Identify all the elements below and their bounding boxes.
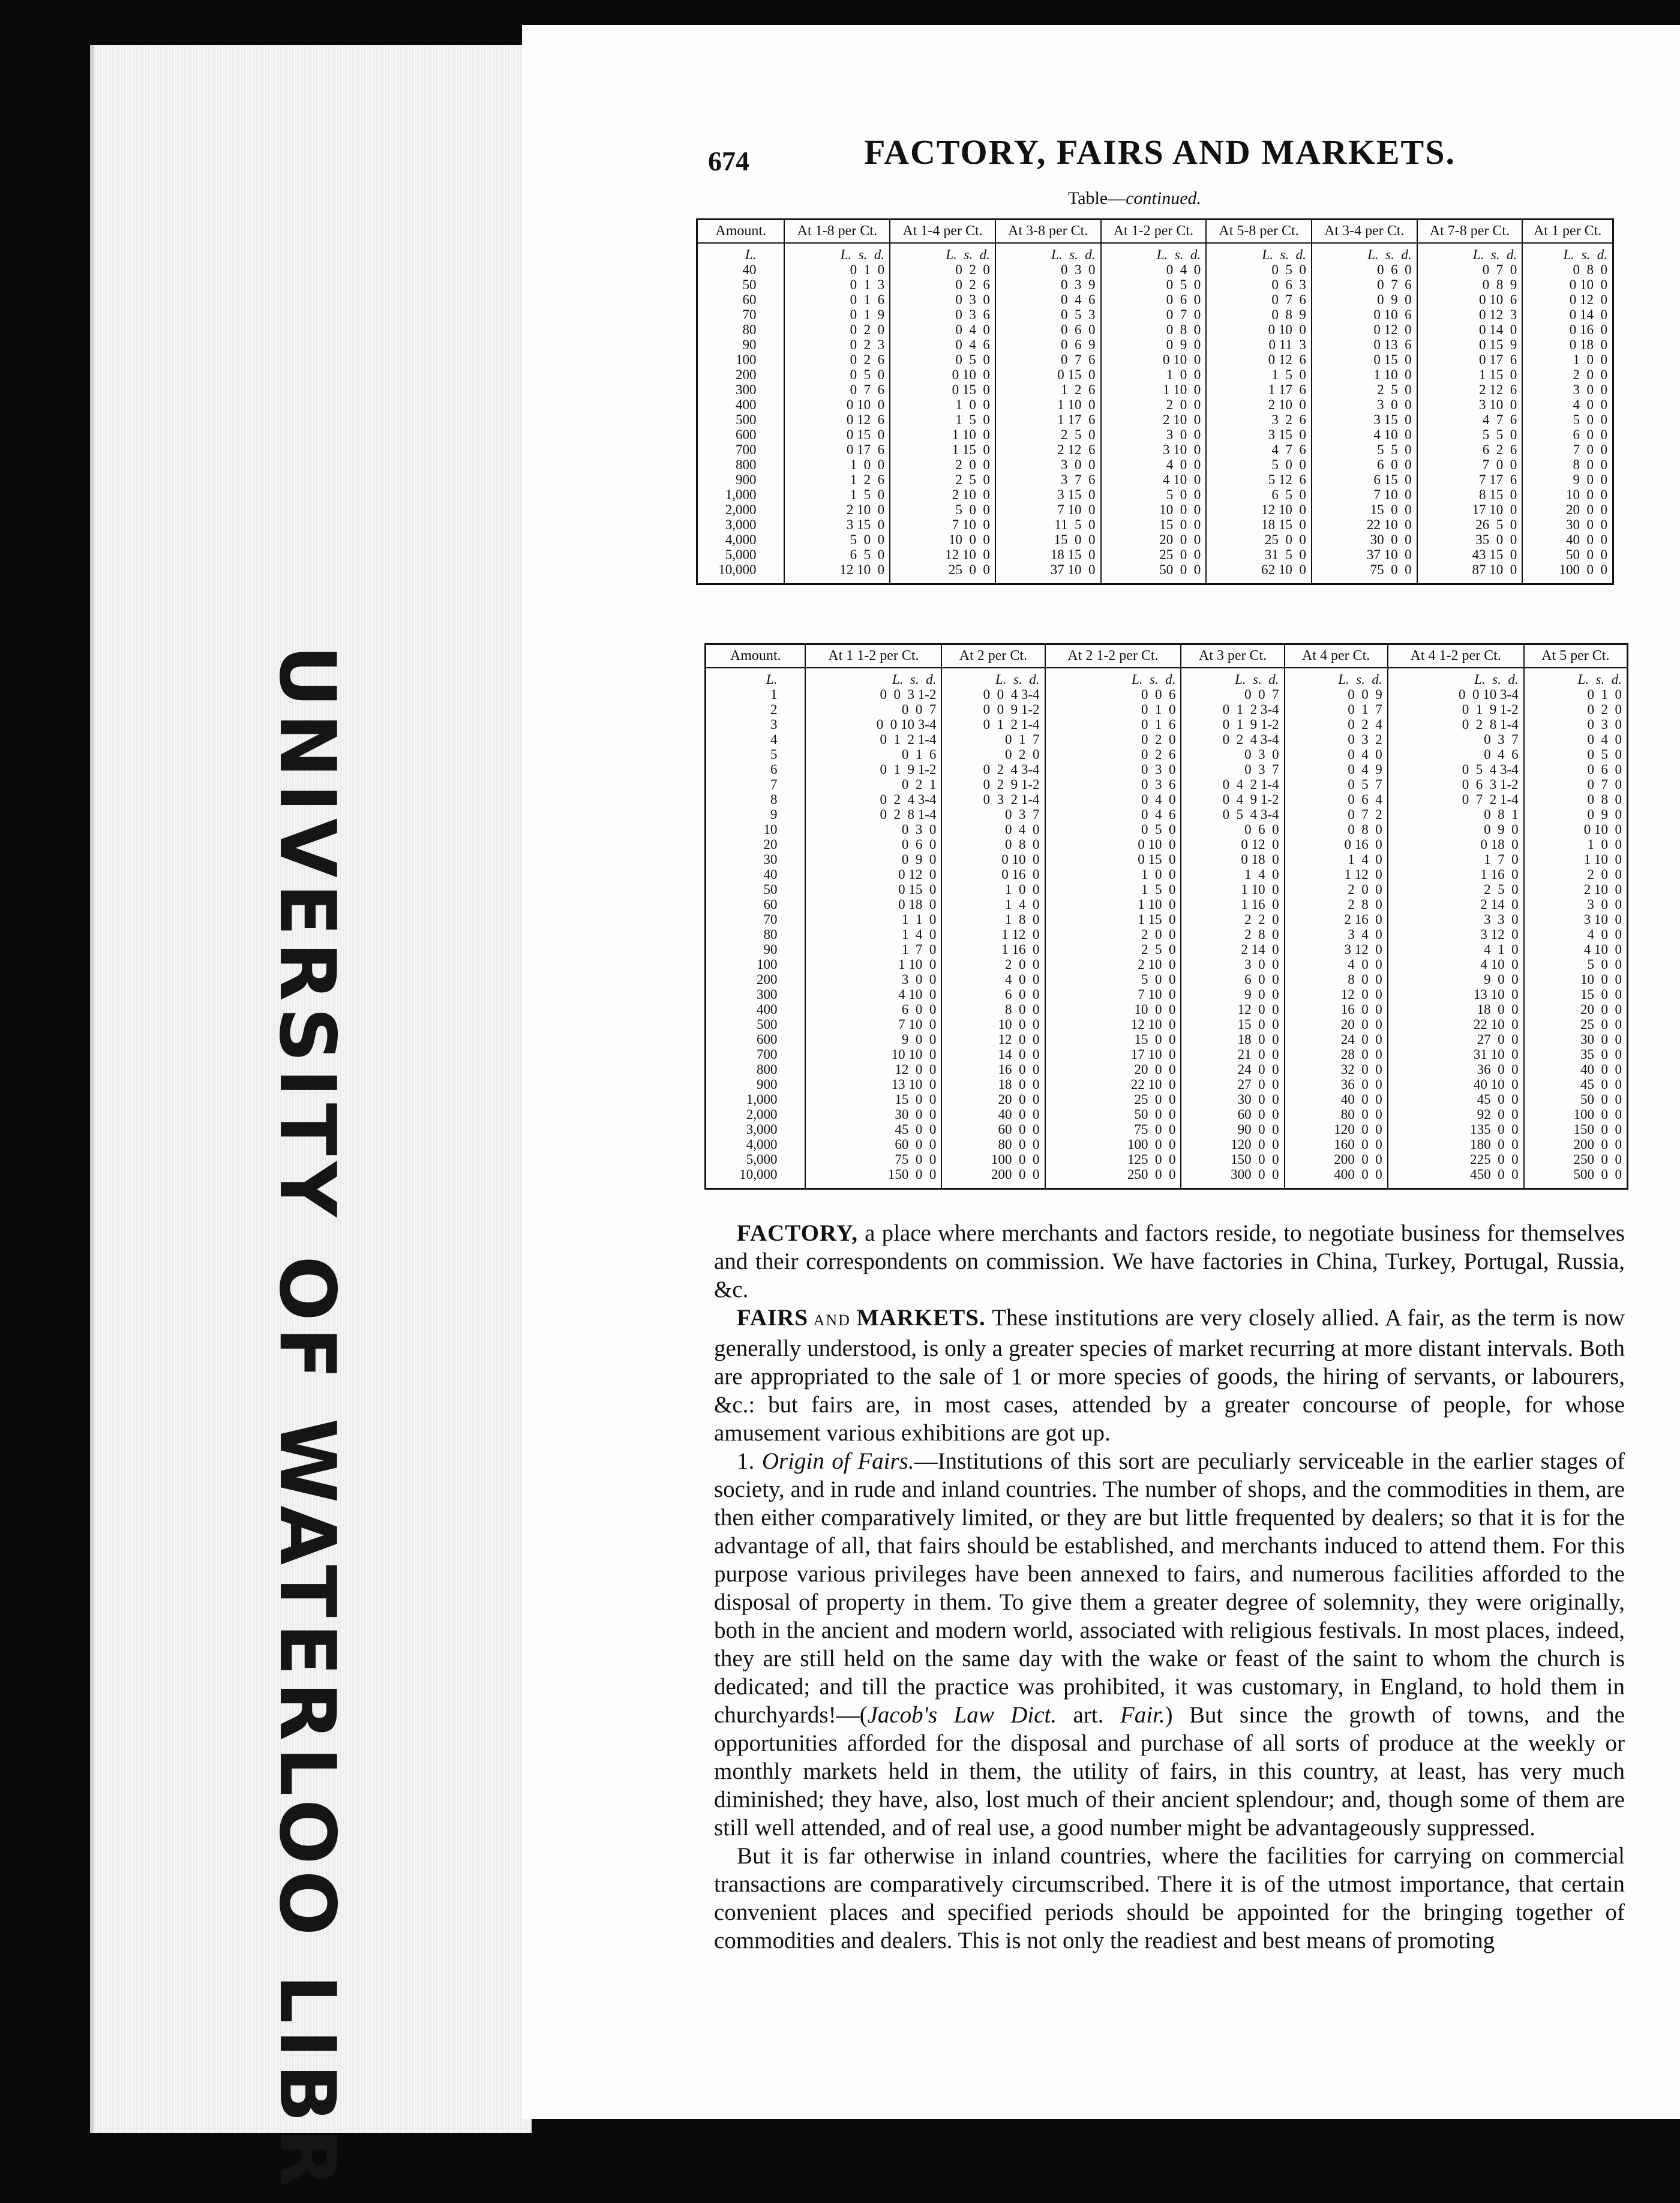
- rate-column: L. s. d. 0 3 0 0 3 9 0 4 6 0 5 3 0 6 0 0 6 9 0 7 6 0 15 0 1 2 6 1 10 0 1 17 6 2 5 0 2 12 6 3 0 0 3 7 6 3 15 0 7 10 0 11 5 0 15 0 0 18 15 0 37 10 0: [995, 243, 1101, 584]
- rate-column-header: At 7-8 per Ct.: [1417, 220, 1523, 244]
- rate-column: L. s. d. 0 7 0 0 8 9 0 10 6 0 12 3 0 14 0 0 15 9 0 17 6 1 15 0 2 12 6 3 10 0 4 7 6 5 5 0 6 2 6 7 0 0 7 17 6 8 15 0 17 10 0 26 5 0 35 0 0 43 15 0 87 10 0: [1417, 243, 1523, 584]
- rate-column: L. s. d. 0 0 9 0 1 7 0 2 4 0 3 2 0 4 0 0 4 9 0 5 7 0 6 4 0 7 2 0 8 0 0 16 0 1 4 0 1 12 0 2 0 0 2 8 0 2 16 0 3 4 0 3 12 0 4 0 0 8 0 0 12 0 0 16 0 0 20 0 0 24 0 0 28 0 0 32 0 0 36 0 0 40 0 0 80 0 0 120 0 0 160 0 0 200 0 0 400 0 0: [1285, 668, 1388, 1189]
- amount-column: L. 40 50 60 70 80 90 100 200 300 400 500 600 700 800 900 1,000 2,000 3,000 4,000 5,000 10,000: [697, 243, 785, 584]
- paragraph-origin-text-1: —Institutions of this sort are peculiarly serviceable in the earlier stages of society, and in rude and inland countries. The number of shops, and the commodities in them, are then either comparatively limited, or they are but little frequented by dealers; so that it is for the advantage of all, that fairs should be established, and merchants induced to attend them. For this purpose various privileges have been annexed to fairs, and numerous facilities afforded to the disposal of property in them. To give them a greater degree of solemnity, they were originally, both in the ancient and modern world, associated with religious festivals. In most places, indeed, they are still held on the same day with the wake or feast of the saint to whom the church is dedicated; and till the practice was prohibited, it was customary, in England, to hold them in churchyards!—(: [714, 1448, 1625, 1728]
- citation-art: art.: [1057, 1702, 1120, 1728]
- rate-column-header: At 1 1-2 per Ct.: [805, 644, 941, 668]
- entry-heading-markets: MARKETS.: [856, 1305, 986, 1331]
- rate-column-header: At 4 1-2 per Ct.: [1388, 644, 1524, 668]
- unit-label: L. s. d.: [1577, 672, 1622, 687]
- rate-column-header: At 2 1-2 per Ct.: [1045, 644, 1181, 668]
- rate-column-header: At 1-8 per Ct.: [784, 220, 890, 244]
- rate-column-header: At 3-8 per Ct.: [995, 220, 1101, 244]
- paragraph-origin: [714, 1447, 1625, 1842]
- rate-column: L. s. d. 0 1 0 0 2 0 0 3 0 0 4 0 0 5 0 0 6 0 0 7 0 0 8 0 0 9 0 0 10 0 1 0 0 1 10 0 2 0 0 2 10 0 3 0 0 3 10 0 4 0 0 4 10 0 5 0 0 10 0 0 15 0 0 20 0 0 25 0 0 30 0 0 35 0 0 40 0 0 45 0 0 50 0 0 100 0 0 150 0 0 200 0 0 250 0 0 500 0 0: [1524, 668, 1628, 1189]
- table-caption-suffix: continued.: [1126, 188, 1202, 208]
- unit-label: L. s. d.: [1338, 672, 1382, 687]
- rate-column: L. s. d. 0 6 0 0 7 6 0 9 0 0 10 6 0 12 0 0 13 6 0 15 0 1 10 0 2 5 0 3 0 0 3 15 0 4 10 0 5 5 0 6 0 0 6 15 0 7 10 0 15 0 0 22 10 0 30 0 0 37 10 0 75 0 0: [1312, 243, 1417, 584]
- header-row: [706, 644, 1628, 668]
- entry-heading-and: AND: [808, 1311, 857, 1329]
- rate-column: L. s. d. 0 0 4 3-4 0 0 9 1-2 0 1 2 1-4 0 1 7 0 2 0 0 2 4 3-4 0 2 9 1-2 0 3 2 1-4 0 3 7 0 4 0 0 8 0 0 10 0 0 16 0 1 0 0 1 4 0 1 8 0 1 12 0 1 16 0 2 0 0 4 0 0 6 0 0 8 0 0 10 0 0 12 0 0 14 0 0 16 0 0 18 0 0 20 0 0 40 0 0 60 0 0 80 0 0 100 0 0 200 0 0: [941, 668, 1045, 1189]
- unit-label: L. s. d.: [995, 672, 1040, 687]
- unit-label: L. s. d.: [1472, 247, 1517, 262]
- amount-column-header: Amount.: [697, 220, 785, 244]
- unit-label: L. s. d.: [1367, 247, 1412, 262]
- data-row: [706, 668, 1628, 1189]
- table-caption-prefix: Table—: [1068, 188, 1126, 208]
- unit-label: L. s. d.: [1131, 672, 1176, 687]
- rate-column: L. s. d. 0 0 7 0 1 2 3-4 0 1 9 1-2 0 2 4 3-4 0 3 0 0 3 7 0 4 2 1-4 0 4 9 1-2 0 5 4 3-4 0 6 0 0 12 0 0 18 0 1 4 0 1 10 0 1 16 0 2 2 0 2 8 0 2 14 0 3 0 0 6 0 0 9 0 0 12 0 0 15 0 0 18 0 0 21 0 0 24 0 0 27 0 0 30 0 0 60 0 0 90 0 0 120 0 0 150 0 0 300 0 0: [1181, 668, 1284, 1189]
- rate-column: L. s. d. 0 0 10 3-4 0 1 9 1-2 0 2 8 1-4 0 3 7 0 4 6 0 5 4 3-4 0 6 3 1-2 0 7 2 1-4 0 8 1 0 9 0 0 18 0 1 7 0 1 16 0 2 5 0 2 14 0 3 3 0 3 12 0 4 1 0 4 10 0 9 0 0 13 10 0 18 0 0 22 10 0 27 0 0 31 10 0 36 0 0 40 10 0 45 0 0 92 0 0 135 0 0 180 0 0 225 0 0 450 0 0: [1388, 668, 1524, 1189]
- book-spine: [90, 45, 532, 2194]
- article-text: [714, 1219, 1625, 1955]
- paragraph-factory-text: a place where merchants and factors reside, to negotiate business for themselves and their correspondents on commission. We have factories in China, Turkey, Portugal, Russia, &c.: [714, 1220, 1625, 1302]
- unit-label: L.: [745, 247, 757, 262]
- section-number: 1.: [737, 1448, 762, 1474]
- unit-label: L. s. d.: [946, 247, 990, 262]
- interest-table-upper: [696, 218, 1614, 585]
- paragraph-inland: But it is far otherwise in inland countries, where the facilities for carrying on commercial transactions are comparatively circumscribed. There it is of the utmost importance, that certain convenient places and specified periods should be appointed for the bringing together of commodities and dealers. This is not only the readiest and best means of promoting: [714, 1843, 1625, 1953]
- rate-column: L. s. d. 0 2 0 0 2 6 0 3 0 0 3 6 0 4 0 0 4 6 0 5 0 0 10 0 0 15 0 1 0 0 1 5 0 1 10 0 1 15 0 2 0 0 2 5 0 2 10 0 5 0 0 7 10 0 10 0 0 12 10 0 25 0 0: [890, 243, 995, 584]
- amount-column: L. 1 2 3 4 5 6 7 8 9 10 20 30 40 50 60 70 80 90 100 200 300 400 500 600 700 800 900 1,000 2,000 3,000 4,000 5,000 10,000: [706, 668, 806, 1189]
- running-head: FACTORY, FAIRS AND MARKETS.: [864, 133, 1456, 172]
- unit-label: L. s. d.: [840, 247, 885, 262]
- paragraph-fairs-text: These institutions are very closely allied. A fair, as the term is now generally understood, is only a greater species of market recurring at more distant intervals. Both are appropriated to the sale of 1 or more species of goods, the hiring of servants, or labourers, &c.: but fairs are, in most cases, attended by a greater concourse of people, for whose amusement various exhibitions are got up.: [714, 1305, 1625, 1446]
- unit-label: L.: [766, 672, 778, 687]
- paragraph-fairs: [714, 1304, 1625, 1447]
- rate-column: L. s. d. 0 8 0 0 10 0 0 12 0 0 14 0 0 16 0 0 18 0 1 0 0 2 0 0 3 0 0 4 0 0 5 0 0 6 0 0 7 0 0 8 0 0 9 0 0 10 0 0 20 0 0 30 0 0 40 0 0 50 0 0 100 0 0: [1522, 243, 1613, 584]
- unit-label: L. s. d.: [1563, 247, 1607, 262]
- rate-column-header: At 5 per Ct.: [1524, 644, 1628, 668]
- rate-column: L. s. d. 0 0 6 0 1 0 0 1 6 0 2 0 0 2 6 0 3 0 0 3 6 0 4 0 0 4 6 0 5 0 0 10 0 0 15 0 1 0 0 1 5 0 1 10 0 1 15 0 2 0 0 2 5 0 2 10 0 5 0 0 7 10 0 10 0 0 12 10 0 15 0 0 17 10 0 20 0 0 22 10 0 25 0 0 50 0 0 75 0 0 100 0 0 125 0 0 250 0 0: [1045, 668, 1181, 1189]
- paragraph-factory: [714, 1219, 1625, 1304]
- rate-column: L. s. d. 0 1 0 0 1 3 0 1 6 0 1 9 0 2 0 0 2 3 0 2 6 0 5 0 0 7 6 0 10 0 0 12 6 0 15 0 0 17 6 1 0 0 1 2 6 1 5 0 2 10 0 3 15 0 5 0 0 6 5 0 12 10 0: [784, 243, 890, 584]
- rate-column-header: At 1 per Ct.: [1522, 220, 1613, 244]
- entry-heading-fairs: FAIRS: [737, 1305, 809, 1331]
- unit-label: L. s. d.: [1235, 672, 1279, 687]
- library-stamp: UNIVERSITY OF WATERLOO LIBR: [262, 645, 352, 2194]
- amount-column-header: Amount.: [706, 644, 806, 668]
- rate-column-header: At 4 per Ct.: [1285, 644, 1388, 668]
- unit-label: L. s. d.: [1262, 247, 1306, 262]
- book-page: [522, 25, 1680, 2119]
- data-row: [697, 243, 1613, 584]
- table-caption: [1068, 188, 1201, 209]
- rate-column: L. s. d. 0 5 0 0 6 3 0 7 6 0 8 9 0 10 0 0 11 3 0 12 6 1 5 0 1 17 6 2 10 0 3 2 6 3 15 0 4 7 6 5 0 0 5 12 6 6 5 0 12 10 0 18 15 0 25 0 0 31 5 0 62 10 0: [1206, 243, 1312, 584]
- interest-table-lower: [704, 643, 1628, 1190]
- unit-label: L. s. d.: [1474, 672, 1519, 687]
- unit-label: L. s. d.: [1156, 247, 1201, 262]
- rate-column-header: At 2 per Ct.: [941, 644, 1045, 668]
- rate-column-header: At 3 per Ct.: [1181, 644, 1284, 668]
- rate-column-header: At 1-2 per Ct.: [1101, 220, 1207, 244]
- entry-heading-factory: FACTORY,: [737, 1220, 859, 1246]
- rate-column-header: At 3-4 per Ct.: [1312, 220, 1417, 244]
- section-heading: Origin of Fairs.: [761, 1448, 914, 1474]
- unit-label: L. s. d.: [892, 672, 937, 687]
- paragraph-origin-text-2: ) But since the growth of towns, and the opportunities afforded for the disposal and purchase of all sorts of produce at the weekly or monthly markets held in them, the utility of fairs, in this country, at least, has very much diminished; they have, also, lost much of their ancient splendour; and, though some of them are still well attended, and of real use, a good number might be advantageously suppressed.: [714, 1702, 1625, 1841]
- rate-column-header: At 1-4 per Ct.: [890, 220, 995, 244]
- rate-column-header: At 5-8 per Ct.: [1206, 220, 1312, 244]
- rate-column: L. s. d. 0 0 3 1-2 0 0 7 0 0 10 3-4 0 1 2 1-4 0 1 6 0 1 9 1-2 0 2 1 0 2 4 3-4 0 2 8 1-4 0 3 0 0 6 0 0 9 0 0 12 0 0 15 0 0 18 0 1 1 0 1 4 0 1 7 0 1 10 0 3 0 0 4 10 0 6 0 0 7 10 0 9 0 0 10 10 0 12 0 0 13 10 0 15 0 0 30 0 0 45 0 0 60 0 0 75 0 0 150 0 0: [805, 668, 941, 1189]
- page-number: 674: [708, 146, 749, 176]
- citation-entry: Fair.: [1120, 1702, 1165, 1728]
- citation-title: Jacob's Law Dict.: [867, 1702, 1057, 1728]
- header-row: [697, 220, 1613, 244]
- unit-label: L. s. d.: [1051, 247, 1096, 262]
- rate-column: L. s. d. 0 4 0 0 5 0 0 6 0 0 7 0 0 8 0 0 9 0 0 10 0 1 0 0 1 10 0 2 0 0 2 10 0 3 0 0 3 10 0 4 0 0 4 10 0 5 0 0 10 0 0 15 0 0 20 0 0 25 0 0 50 0 0: [1101, 243, 1207, 584]
